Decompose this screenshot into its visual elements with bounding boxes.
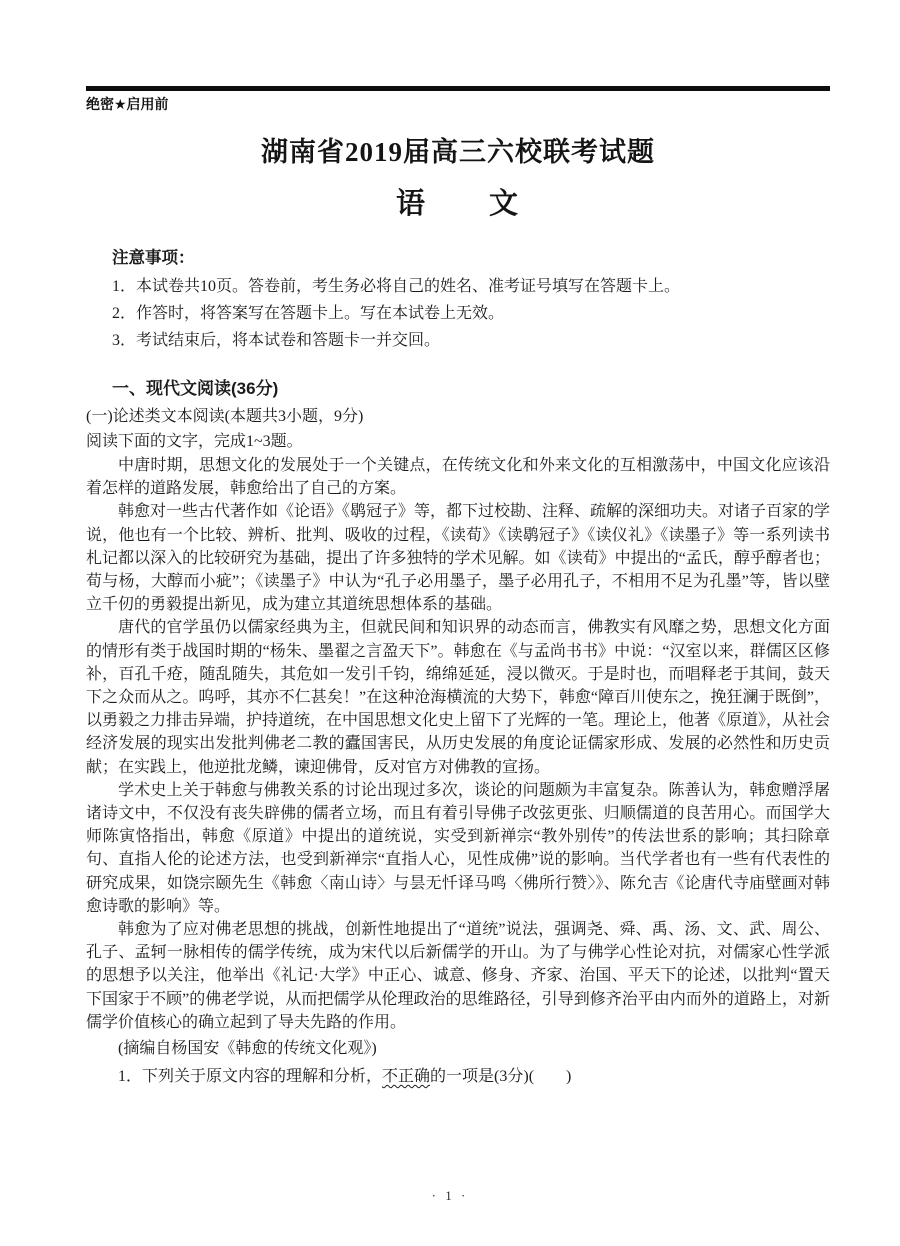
question-1	[86, 1064, 830, 1090]
section-one-heading: 一、现代文阅读(36分)	[112, 379, 279, 398]
notice-item-2: 2．作答时，将答案写在答题卡上。写在本试卷上无效。	[112, 305, 505, 322]
page-number: · 1 ·	[431, 1188, 469, 1203]
passage-type-subheading: (一)论述类文本阅读(本题共3小题，9分)	[86, 408, 364, 425]
notice-item-3: 3．考试结束后，将本试卷和答题卡一并交回。	[112, 332, 441, 349]
passage-paragraph-5: 韩愈为了应对佛老思想的挑战，创新性地提出了“道统”说法，强调尧、舜、禹、汤、文、武、周公、孔子、孟轲一脉相传的儒学传统，成为宋代以后新儒学的开山。为了与佛学心性论对抗，对儒家心性学派的思想予以关注，他举出《礼记·大学》中正心、诚意、修身、齐家、治国、平天下的论述，以批判“置天下国家于不顾”的佛老学说，从而把儒学从伦理政治的思维路径，引导到修齐治平由内而外的道路上，对新儒学价值核心的确立起到了导夫先路的作用。	[86, 921, 830, 1031]
classification-label: 绝密★启用前	[86, 96, 169, 112]
passage-paragraph-1: 中唐时期，思想文化的发展处于一个关键点，在传统文化和外来文化的互相激荡中，中国文化应该沿着怎样的道路发展，韩愈给出了自己的方案。	[86, 457, 830, 498]
top-rule-divider	[86, 86, 830, 91]
question-1-stem-prefix: 1．下列关于原文内容的理解和分析，	[118, 1068, 383, 1086]
subject-title: 语 文	[395, 188, 520, 220]
passage-source-attribution: (摘编自杨国安《韩愈的传统文化观》)	[118, 1040, 377, 1058]
exam-title: 湖南省2019届高三六校联考试题	[261, 137, 655, 167]
notice-item-1: 1．本试卷共10页。答卷前，考生务必将自己的姓名、准考证号填写在答题卡上。	[112, 278, 681, 295]
reading-instruction: 阅读下面的文字，完成1~3题。	[86, 432, 303, 450]
passage-paragraph-2: 韩愈对一些古代著作如《论语》《鹖冠子》等，都下过校勘、注释、疏解的深细功夫。对诸子百家的学说，他也有一个比较、辨析、批判、吸收的过程，《读荀》《读鹖冠子》《读仪礼》《读墨子》等一系列读书札记都以深入的比较研究为基础，提出了许多独特的学术见解。如《读荀》中提出的“孟氏，醇乎醇者也；荀与杨，大醇而小疵”；《读墨子》中认为“孔子必用墨子，墨子必用孔子，不相用不足为孔墨”等，皆以壁立千仞的勇毅提出新见，成为建立其道统思想体系的基础。	[86, 503, 831, 614]
question-1-stem-emphasis: 不正确	[382, 1068, 431, 1086]
question-1-stem-suffix: 的一项是(3分)( )	[430, 1068, 572, 1086]
passage-paragraph-4: 学术史上关于韩愈与佛教关系的讨论出现过多次，谈论的问题颇为丰富复杂。陈善认为，韩愈赠浮屠诸诗文中，不仅没有丧失辟佛的儒者立场，而且有着引导佛子改弦更张、归顺儒道的良苦用心。而国学大师陈寅恪指出，韩愈《原道》中提出的道统说，实受到新禅宗“教外别传”的传法世系的影响；其扫除章句、直指人伦的论述方法，也受到新禅宗“直指人心，见性成佛”说的影响。当代学者也有一些有代表性的研究成果，如饶宗颐先生《韩愈〈南山诗〉与昙无忏译马鸣〈佛所行赞〉》、陈允吉《论唐代寺庙壁画对韩愈诗歌的影响》等。	[86, 781, 830, 915]
notice-heading: 注意事项：	[112, 249, 195, 267]
passage-paragraph-3: 唐代的官学虽仍以儒家经典为主，但就民间和知识界的动态而言，佛教实有风靡之势，思想文化方面的情形有类于战国时期的“杨朱、墨翟之言盈天下”。韩愈在《与孟尚书书》中说：“汉室以来，群儒区区修补，百孔千疮，随乱随失，其危如一发引千钧，绵绵延延，浸以微灭。于是时也，而唱释老于其间，鼓天下之众而从之。呜呼，其亦不仁甚矣！”在这种沧海横流的大势下，韩愈“障百川使东之，挽狂澜于既倒”，以勇毅之力排击异端，护持道统，在中国思想文化史上留下了光辉的一笔。理论上，他著《原道》，从社会经济发展的现实出发批判佛老二教的蠹国害民，从历史发展的角度论证儒家形成、发展的必然性和历史贡献；在实践上，他逆批龙鳞，谏迎佛骨，反对官方对佛教的宣扬。	[86, 619, 831, 776]
notice-block	[112, 244, 830, 354]
